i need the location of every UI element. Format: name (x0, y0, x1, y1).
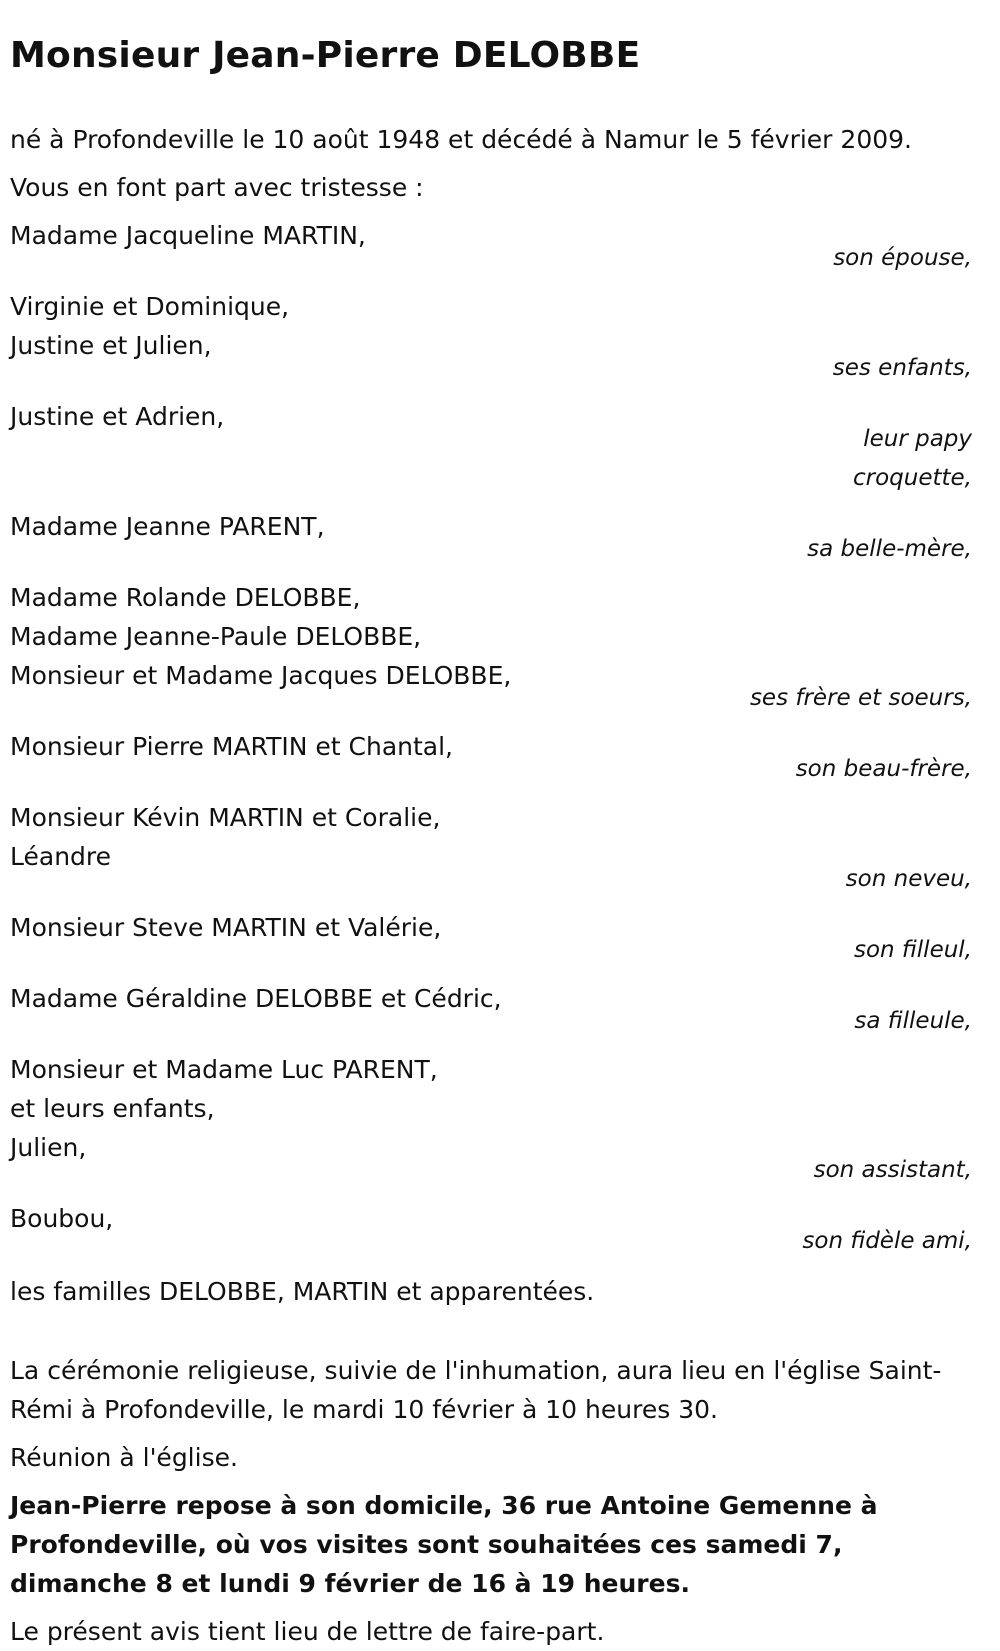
family-member-name: Léandre (10, 842, 112, 871)
family-member-name: Monsieur et Madame Jacques DELOBBE, (10, 661, 512, 690)
families-line: les familles DELOBBE, MARTIN et apparentées. (10, 1277, 595, 1306)
family-relation: leur papy (863, 426, 972, 452)
family-member-name: Monsieur Steve MARTIN et Valérie, (10, 913, 442, 942)
final-note: Le présent avis tient lieu de lettre de faire-part. (10, 1617, 605, 1646)
family-names (10, 578, 972, 695)
family-group (10, 1199, 972, 1261)
family-names (10, 1050, 972, 1167)
family-member-name: Julien, (10, 1133, 87, 1162)
birth-death-line: né à Profondeville le 10 août 1948 et décédé à Namur le 5 février 2009. (10, 125, 912, 154)
family-member-name: Justine et Julien, (10, 331, 212, 360)
family-member-name: Monsieur Kévin MARTIN et Coralie, (10, 803, 441, 832)
family-member-name: Boubou, (10, 1204, 114, 1233)
family-list (10, 216, 972, 1261)
family-group (10, 216, 972, 278)
deceased-name-title: Monsieur Jean-Pierre DELOBBE (10, 35, 641, 76)
family-relation: ses frère et soeurs, (749, 685, 972, 711)
family-group (10, 397, 972, 498)
family-relation: son neveu, (845, 866, 972, 892)
family-group (10, 507, 972, 569)
family-member-name: Madame Géraldine DELOBBE et Cédric, (10, 984, 502, 1013)
family-member-name: Justine et Adrien, (10, 402, 225, 431)
family-group (10, 798, 972, 899)
family-member-name: Madame Jeanne-Paule DELOBBE, (10, 622, 422, 651)
ceremony-paragraph: La cérémonie religieuse, suivie de l'inhumation, aura lieu en l'église Saint-Rémi à Profondeville, le mardi 10 février à 10 heures 30. (10, 1356, 942, 1424)
family-relation: sa filleule, (854, 1008, 972, 1034)
reunion-line: Réunion à l'église. (10, 1443, 238, 1472)
family-relation: sa belle-mère, (807, 536, 972, 562)
family-relation: son filleul, (853, 937, 972, 963)
family-member-name: Madame Rolande DELOBBE, (10, 583, 361, 612)
family-member-name: Virginie et Dominique, (10, 292, 290, 321)
family-group (10, 908, 972, 970)
repose-paragraph: Jean-Pierre repose à son domicile, 36 rue Antoine Gemenne à Profondeville, où vos visites sont souhaitées ces samedi 7, dimanche 8 et lundi 9 février de 16 à 19 heures. (10, 1491, 878, 1598)
family-relation: son beau-frère, (795, 756, 972, 782)
family-member-name: et leurs enfants, (10, 1094, 215, 1123)
family-group (10, 578, 972, 718)
family-relation: croquette, (853, 465, 972, 491)
family-relation: son assistant, (813, 1157, 972, 1183)
family-relation: son fidèle ami, (802, 1228, 972, 1254)
family-relation: son épouse, (833, 245, 972, 271)
family-group (10, 979, 972, 1041)
family-group (10, 727, 972, 789)
family-member-name: Madame Jacqueline MARTIN, (10, 221, 366, 250)
family-group (10, 287, 972, 388)
family-member-name: Monsieur Pierre MARTIN et Chantal, (10, 732, 454, 761)
family-member-name: Monsieur et Madame Luc PARENT, (10, 1055, 438, 1084)
announcement-line: Vous en font part avec tristesse : (10, 173, 424, 202)
family-group (10, 1050, 972, 1190)
family-relation: ses enfants, (832, 355, 972, 381)
family-member-name: Madame Jeanne PARENT, (10, 512, 325, 541)
